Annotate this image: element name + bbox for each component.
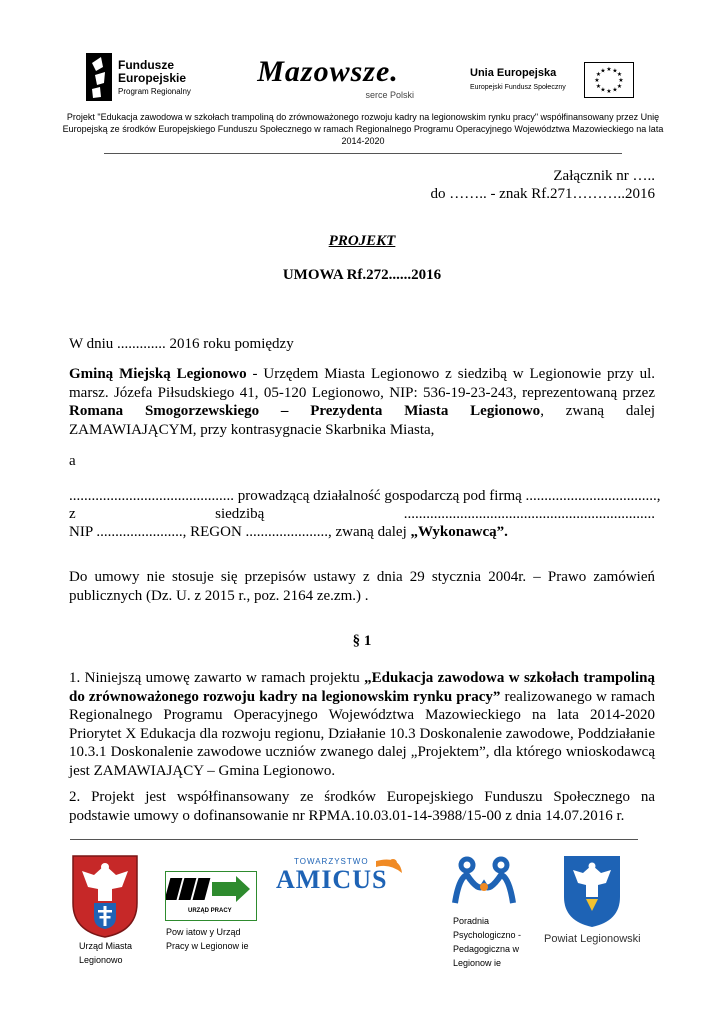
- powiat-crest-icon: [561, 853, 623, 929]
- party2-siedziba: siedzibą: [215, 506, 265, 522]
- party1-representative: Romana Smogorzewskiego – Prezydenta Miasta Legionowo: [69, 403, 541, 420]
- point1-text2: realizowanego w ramach Regionalnego Programu Operacyjnego Województwa Mazowieckiego na lata 2014-2020 Priorytet X Edukacja dla rozwoju regionu, Działanie 10.3 Doskonalenie zawodowe, Poddziałanie 10.3.1 Doskonalenie zawodowe uczniów zwanego dalej „Projektem”, dla którego wnioskodawcą jest ZAMAWIAJĄCY – Gmina Legionowo.: [69, 688, 656, 779]
- party1-paragraph: [69, 365, 655, 439]
- fe-line3: Program Regionalny: [118, 87, 191, 96]
- um-label-line2: Legionowo: [79, 955, 123, 965]
- pup-sign: URZĄD PRACY: [188, 908, 232, 914]
- and-word: a: [69, 453, 76, 469]
- point1-project-name: „Edukacja zawodowa w szkołach trampoliną do zrównoważonego rozwoju kadry na legionowskim rynku pracy”: [69, 670, 655, 705]
- party1-name: Gminą Miejską Legionowo: [69, 366, 247, 382]
- ppp-logo-icon: [449, 853, 519, 909]
- date-line: W dniu ............. 2016 roku pomiędzy: [69, 336, 294, 352]
- fe-line2: Europejskie: [118, 71, 187, 85]
- svg-text:★: ★: [594, 77, 600, 84]
- party2-z: z: [69, 506, 76, 522]
- ue-line1: Unia Europejska: [470, 67, 557, 79]
- svg-text:★: ★: [616, 83, 623, 90]
- point1-text1: 1. Niniejszą umowę zawarto w ramach projektu: [69, 670, 365, 686]
- law-note: Do umowy nie stosuje się przepisów ustawy z dnia 29 stycznia 2004r. – Prawo zamówień publicznych (Dz. U. z 2015 r., poz. 2164 ze.zm.) .: [69, 569, 655, 604]
- svg-text:★: ★: [595, 71, 602, 78]
- amicus-top: TOWARZYSTWO: [294, 857, 369, 866]
- fe-flag-icon: [86, 53, 112, 101]
- ppp-label-line1: Poradnia: [453, 916, 490, 926]
- ppp-label-line4: Legionow ie: [453, 958, 502, 968]
- um-label-line1: Urząd Miasta: [79, 941, 133, 951]
- mazowsze-logo: [232, 56, 424, 106]
- doc-title: PROJEKT: [328, 233, 396, 249]
- mazowsze-sub: serce Polski: [365, 90, 414, 100]
- pup-label-line2: Pracy w Legionow ie: [166, 941, 249, 951]
- eu-flag-icon: [584, 62, 634, 98]
- svg-text:★: ★: [612, 67, 618, 75]
- contract-number: UMOWA Rf.272......2016: [282, 267, 442, 283]
- party2-dots: ...................................................................: [403, 506, 655, 522]
- svg-text:★: ★: [595, 83, 602, 90]
- amicus-word: AMICUS: [276, 865, 388, 894]
- party2-wykonawca: „Wykonawcą”.: [410, 524, 508, 540]
- annex-line1: Załącznik nr …..: [553, 168, 655, 184]
- ppp-label-line3: Pedagogiczna w: [453, 944, 520, 954]
- fe-line1: Fundusze: [118, 58, 174, 72]
- footer-divider: [70, 839, 638, 840]
- svg-text:★: ★: [612, 86, 618, 94]
- party2-line2: [69, 505, 655, 524]
- project-note: Projekt "Edukacja zawodowa w szkołach trampoliną do zrównoważonego rozwoju kadry na legionowskim rynku pracy" współfinansowany przez Unię Europejską ze środków Europejskiego Funduszu Społecznego w ramach Regionalnego Programu Operacyjnego Województwa Mazowieckiego na lata 2014-2020: [62, 112, 664, 146]
- svg-text:★: ★: [616, 71, 623, 78]
- section-heading: § 1: [352, 633, 372, 649]
- svg-text:★: ★: [600, 67, 606, 75]
- unia-europejska-logo: [470, 62, 636, 102]
- powiat-label: Powiat Legionowski: [544, 933, 641, 945]
- svg-text:★: ★: [600, 86, 606, 94]
- party2-nip-regon: NIP ......................., REGON ......................, zwaną dalej: [69, 524, 411, 540]
- fundusze-europejskie-logo: [86, 53, 216, 103]
- pup-arrow-icon: [166, 872, 255, 908]
- urzad-miasta-crest-icon: [70, 853, 140, 939]
- amicus-logo: [272, 853, 414, 899]
- pup-logo: [165, 871, 257, 921]
- svg-text:★: ★: [606, 88, 612, 95]
- party1-text1: - Urzędem Miasta Legionowo z siedzibą w Legionowie przy ul. marsz. Józefa Piłsudskiego 41, 05-120 Legionowo, NIP: 536-19-23-243, reprezentowaną przez: [69, 366, 655, 401]
- ue-line2: Europejski Fundusz Społeczny: [470, 84, 566, 91]
- party2-line3: [69, 523, 655, 542]
- mazowsze-word: Mazowsze.: [257, 55, 399, 88]
- ppp-label-line2: Psychologiczno -: [453, 930, 522, 940]
- annex-line2: do …….. - znak Rf.271………..2016: [430, 186, 655, 202]
- svg-text:★: ★: [606, 66, 612, 73]
- svg-text:★: ★: [618, 77, 624, 84]
- pup-label-line1: Pow iatow y Urząd: [166, 927, 241, 937]
- point2-paragraph: 2. Projekt jest współfinansowany ze środków Europejskiego Funduszu Społecznego na podstawie umowy o dofinansowanie nr RPMA.10.03.01-14-3988/15-00 z dnia 14.07.2016 r.: [69, 789, 655, 824]
- header-divider: [104, 153, 622, 154]
- point1-paragraph: [69, 669, 655, 781]
- party1-text2: , zwaną dalej ZAMAWIAJĄCYM, przy kontrasygnacie Skarbnika Miasta,: [69, 403, 655, 438]
- party2-line1: ............................................ prowadzącą działalność gospodarczą pod firmą ...................................,: [69, 488, 661, 504]
